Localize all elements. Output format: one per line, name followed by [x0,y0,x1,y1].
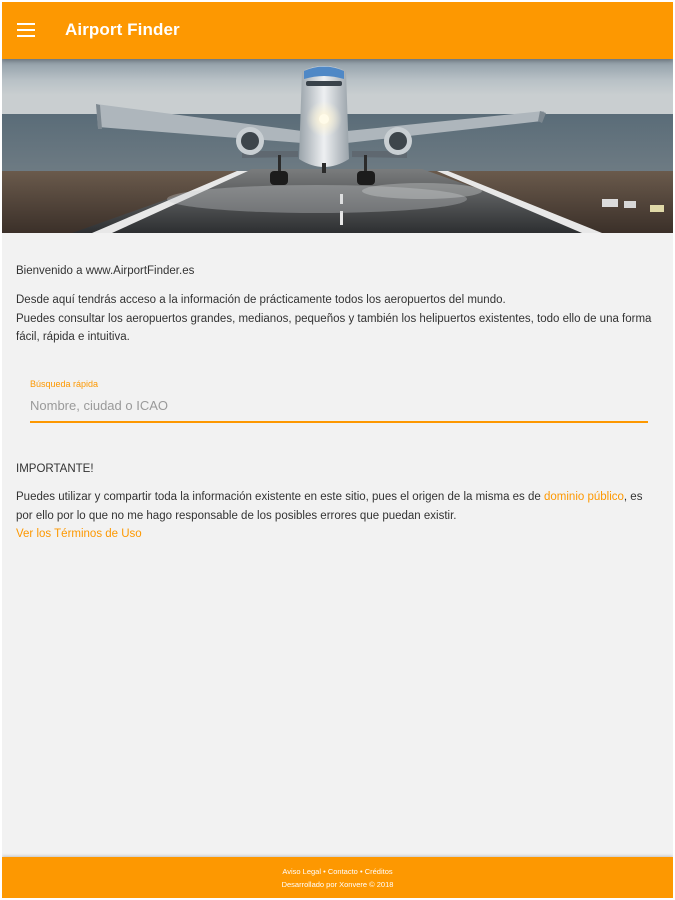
description-text [16,291,661,347]
app-title: Airport Finder [65,20,180,39]
legal-notice [16,488,661,525]
footer-links [2,866,673,878]
welcome-text: Bienvenido a www.AirportFinder.es [16,265,195,277]
terms-of-use-link[interactable]: Ver los Términos de Uso [16,528,142,540]
quick-search-label: Búsqueda rápida [30,379,99,389]
app-bar [2,2,673,59]
contact-link[interactable]: Contacto [327,867,358,876]
credits-link[interactable]: Créditos [364,867,393,876]
description-line-2: Puedes consultar los aeropuertos grandes, medianos, pequeños y también los helipuertos existentes, todo ello de una forma fácil, rápida e intuitiva. [16,312,652,343]
app-window [2,2,673,898]
hero-airplane-image [2,59,673,233]
search-underline [30,421,648,423]
legal-notice-link[interactable]: Aviso Legal [282,867,321,876]
description-line-1: Desde aquí tendrás acceso a la información de prácticamente todos los aeropuertos del mundo. [16,294,506,306]
search-input[interactable] [30,393,648,418]
quick-search-field[interactable] [30,378,648,425]
footer-separator: • [359,867,363,876]
public-domain-link[interactable]: dominio público [544,491,624,503]
legal-text-after: , es por ello por lo que no me hago responsable de los posibles errores que puedan existir. [16,491,643,522]
developer-credit: Desarrollado por Xonvere © 2018 [281,880,394,889]
footer-separator: • [323,867,326,876]
important-heading: IMPORTANTE! [16,463,94,475]
footer [2,857,673,898]
legal-text-before: Puedes utilizar y compartir toda la información existente en este sitio, pues el origen de la misma es de [16,491,544,503]
hamburger-menu-icon[interactable] [12,16,40,44]
